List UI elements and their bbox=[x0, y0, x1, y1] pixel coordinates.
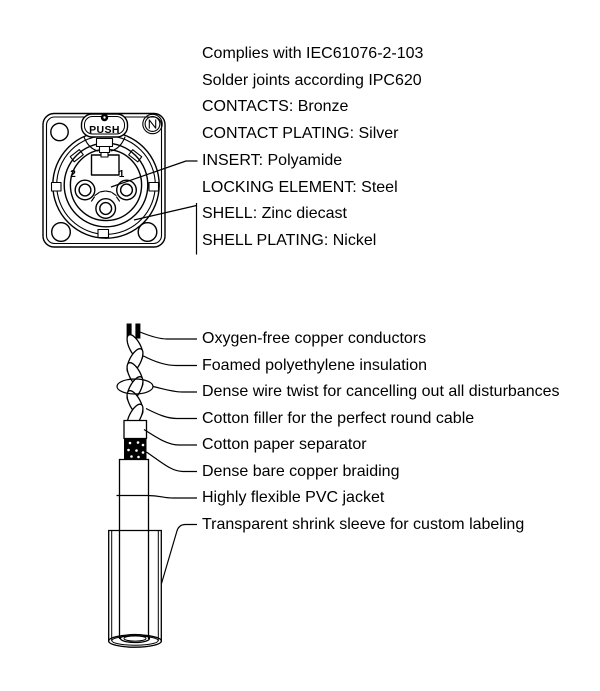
leader-paper-separator bbox=[144, 430, 197, 446]
push-label: PUSH bbox=[89, 123, 120, 136]
mounting-hole-top-left bbox=[51, 123, 68, 140]
leader-wire-twist bbox=[153, 387, 197, 393]
cable-label-pvc-jacket: Highly flexible PVC jacket bbox=[202, 489, 385, 506]
pin-3 bbox=[96, 199, 116, 219]
leader-pvc-jacket bbox=[117, 496, 198, 499]
conductor-right bbox=[135, 324, 140, 339]
push-latch bbox=[82, 114, 128, 157]
spec-label-solder: Solder joints according IPC620 bbox=[202, 71, 422, 89]
pvc-jacket bbox=[120, 460, 150, 643]
braid-section bbox=[124, 439, 147, 460]
cable-label-paper-separator: Cotton paper separator bbox=[202, 436, 367, 453]
pin-left-number: 2 bbox=[70, 168, 76, 180]
rim-tab-bottom bbox=[98, 230, 109, 238]
cable-label-copper-braiding: Dense bare copper braiding bbox=[202, 462, 400, 480]
spec-label-shell: SHELL: Zinc diecast bbox=[202, 205, 347, 222]
spec-label-contacts: CONTACTS: Bronze bbox=[202, 98, 349, 115]
leader-shrink-sleeve bbox=[162, 525, 198, 584]
cable-label-wire-twist: Dense wire twist for cancelling out all disturbances bbox=[202, 383, 560, 400]
leader-conductors bbox=[140, 332, 197, 339]
rim-tab-right bbox=[149, 183, 159, 192]
leader-cotton-filler bbox=[146, 409, 197, 419]
xlr-connector-drawing bbox=[43, 114, 165, 248]
rim-tab-left bbox=[52, 183, 62, 192]
cable-label-cotton-filler: Cotton filler for the perfect round cable bbox=[202, 409, 475, 427]
latch-body bbox=[97, 139, 113, 147]
cable-label-insulation: Foamed polyethylene insulation bbox=[202, 356, 428, 374]
spec-label-locking-element: LOCKING ELEMENT: Steel bbox=[202, 178, 398, 196]
cable-label-conductors: Oxygen-free copper conductors bbox=[202, 330, 427, 347]
keyway bbox=[92, 155, 120, 175]
spec-label-insert: INSERT: Polyamide bbox=[202, 152, 343, 169]
pin-2 bbox=[75, 180, 95, 200]
leader-copper-braiding bbox=[147, 452, 198, 472]
twisted-pair bbox=[124, 332, 146, 431]
spec-label-contact-plating: CONTACT PLATING: Silver bbox=[202, 125, 399, 142]
cable-drawing bbox=[109, 324, 162, 648]
spec-label-compliance: Complies with IEC61076-2-103 bbox=[202, 45, 424, 62]
spec-label-shell-plating: SHELL PLATING: Nickel bbox=[202, 232, 377, 249]
shrink-sleeve bbox=[109, 531, 162, 648]
cable-label-shrink-sleeve: Transparent shrink sleeve for custom labeling bbox=[202, 515, 525, 533]
mounting-hole-bottom-left bbox=[52, 223, 71, 242]
pin-right-number: 1 bbox=[118, 168, 125, 180]
leader-insulation bbox=[144, 356, 198, 366]
separator-section bbox=[124, 421, 147, 439]
pin-1 bbox=[117, 180, 137, 200]
